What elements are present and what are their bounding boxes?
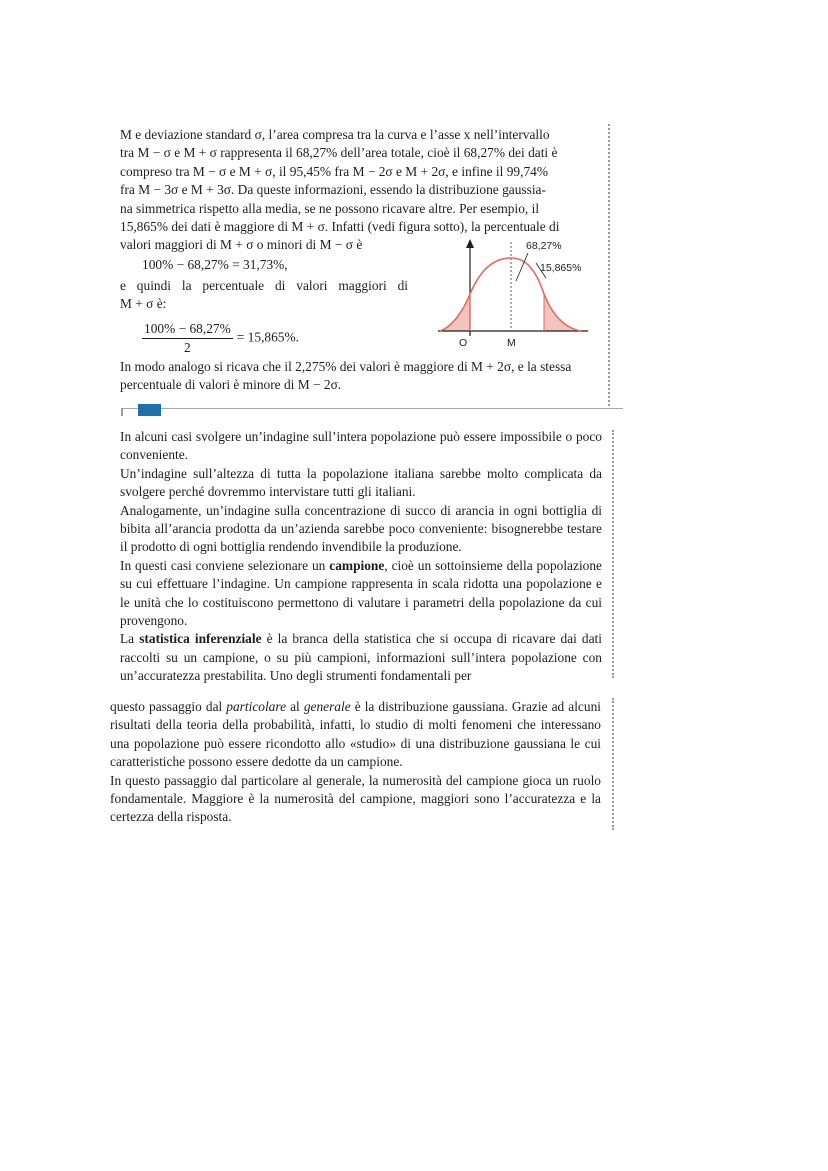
fraction-result: = 15,865%. [236,329,300,345]
margin-dotted-line [612,698,614,830]
fraction [142,320,233,357]
paragraph: In alcuni casi svolgere un’indagine sull’intera popolazione può essere impossibile o poco conveniente. [120,429,602,463]
text-line: M e deviazione standard σ, l’area compresa tra la curva e l’asse x nell’intervallo [120,127,550,142]
margin-dotted-line [612,430,614,678]
divider-tick [121,408,123,416]
pointer-center [516,253,528,281]
fraction-numerator: 100% − 68,27% [142,320,233,339]
left-tail-area [440,294,470,331]
text-line: fra M − 3σ e M + 3σ. Da queste informazioni, essendo la distribuzione gaussia- [120,182,546,198]
gaussian-figure [436,236,596,356]
term-particolare: particolare [226,699,287,714]
label-mean: M [507,337,516,349]
section3-text [110,698,601,827]
text-line: In modo analogo si ricava che il 2,275% dei valori è maggiore di M + 2σ, e la stessa [120,359,572,374]
paragraph: In questi casi conviene selezionare un campione, cioè un sottoinsieme della popolazione su cui effettuare l’indagine. Un campione rappresenta in scala ridotta una popolazione e le unità che lo costituiscono permettono di valutare i parametri della popolazione da cui provengono. [120,557,602,629]
section2-text [120,428,602,686]
paragraph: In questo passaggio dal particolare al generale, la numerosità del campione gioca un ruolo fondamentale. Maggiore è la numerosità del campione, maggiori sono l’accuratezza e la certezza della risposta. [110,772,601,825]
margin-dotted-line [608,124,610,406]
label-central-area: 68,27% [526,240,562,252]
label-origin: O [459,337,468,349]
section1-closing [120,358,598,395]
right-tail-area [544,294,581,331]
fraction-denominator: 2 [184,340,191,355]
text-line: compreso tra M − σ e M + σ, il 95,45% fra M − 2σ e M + 2σ, e infine il 99,74% [120,163,548,179]
section1-continuation [120,277,408,314]
text-line: tra M − σ e M + σ rappresenta il 68,27% dell’area totale, cioè il 68,27% dei dati è [120,145,558,161]
text-line: M + σ è: [120,296,167,312]
term-statistica-inferenziale: statistica inferenziale [139,631,262,647]
label-tail-area: 15,865% [540,262,582,274]
paragraph: Un’indagine sull’altezza di tutta la popolazione italiana sarebbe molto complicata da svolgere perché dovremmo intervistare tutti gli italiani. [120,465,602,500]
term-generale: generale [303,699,351,714]
text-line: 15,865% dei dati è maggiore di M + σ. Infatti (vedi figura sotto), la percentuale di [120,219,560,235]
formula-percent-difference: 100% − 68,27% = 31,73%, [142,257,288,272]
text-line: na simmetrica rispetto alla media, se ne possono ricavare altre. Per esempio, il [120,200,540,216]
y-axis-arrow [466,239,474,248]
text-line: valori maggiori di M + σ o minori di M − σ è [120,237,363,253]
section-marker [138,404,161,416]
text-line: e quindi la percentuale di valori maggiori di [120,278,408,293]
term-campione: campione [329,557,385,573]
text-line: percentuale di valori è minore di M − 2σ. [120,377,342,393]
formula-fraction [142,320,299,357]
paragraph: Analogamente, un’indagine sulla concentrazione di succo di arancia in ogni bottiglia di bibita all’arancia prodotta da un’azienda sarebbe poco conveniente: bisognerebbe testare il prodotto di ogni bottiglia rendendo invendibile la produzione. [120,502,602,555]
paragraph: La statistica inferenziale è la branca della statistica che si occupa di ricavare dai dati raccolti su un campione, o su più campioni, informazioni sull’intera popolazione con un’accuratezza prestabilita. Uno degli strumenti fondamentali per [120,631,602,684]
section-divider [121,408,623,409]
paragraph: questo passaggio dal particolare al generale è la distribuzione gaussiana. Grazie ad alcuni risultati della teoria della probabilità, infatti, lo studio di molti fenomeni che interessano una popolazione può essere ricondotto allo «studio» di una distribuzione gaussiana le cui caratteristiche possono essere dedotte da un campione. [110,699,601,770]
